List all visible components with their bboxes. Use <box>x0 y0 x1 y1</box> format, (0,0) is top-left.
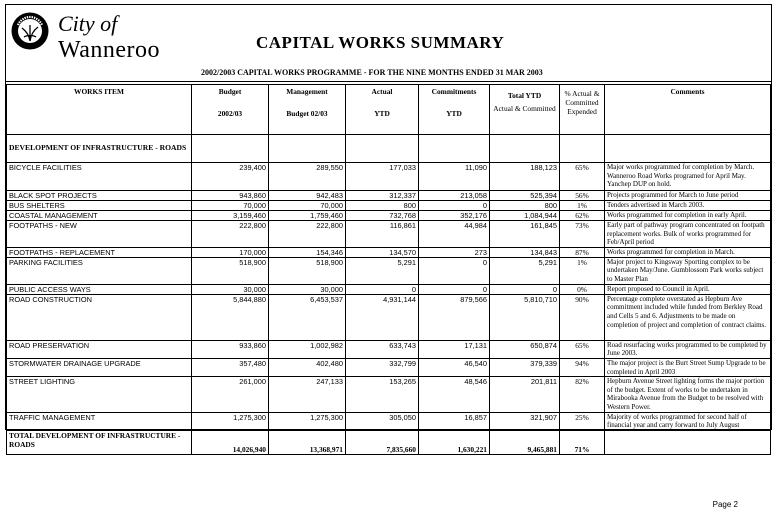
works-item-cell: FOOTPATHS - REPLACEMENT <box>7 247 192 257</box>
table-row <box>7 257 771 284</box>
percent-expended-cell: 0% <box>560 284 605 294</box>
budget-cell: 943,860 <box>192 191 269 201</box>
table-row <box>7 247 771 257</box>
works-item-cell: PUBLIC ACCESS WAYS <box>7 284 192 294</box>
table-row <box>7 163 771 191</box>
management-budget-cell: 289,550 <box>269 163 346 191</box>
comment-cell: Road resurfacing works programmed to be completed by June 2003. <box>605 340 771 358</box>
col-actual <box>346 85 419 135</box>
total-actual: 7,835,660 <box>346 430 419 454</box>
commitments-cell: 352,176 <box>419 211 490 221</box>
summary-frame <box>5 4 772 454</box>
col-total-sub: Actual & Committed <box>493 104 556 113</box>
actual-ytd-cell: 633,743 <box>346 340 419 358</box>
commitments-cell: 0 <box>419 284 490 294</box>
budget-cell: 170,000 <box>192 247 269 257</box>
comment-cell: Majority of works programmed for second half of financial year and carry forward to July August <box>605 412 771 430</box>
page-number: Page 2 <box>712 500 738 509</box>
commitments-cell: 46,540 <box>419 358 490 376</box>
total-budget: 14,026,940 <box>192 430 269 454</box>
commitments-cell: 48,546 <box>419 377 490 412</box>
management-budget-cell: 942,483 <box>269 191 346 201</box>
total-comment <box>605 430 771 454</box>
management-budget-cell: 518,900 <box>269 257 346 284</box>
management-budget-cell: 1,759,460 <box>269 211 346 221</box>
total-ytd-cell: 5,291 <box>490 257 560 284</box>
commitments-cell: 0 <box>419 257 490 284</box>
percent-expended-cell: 1% <box>560 201 605 211</box>
logo-city-text: City of <box>58 11 118 36</box>
comment-cell: Major project to Kingsway Sporting complex to be undertaken May/June. Gumblossom Park works subject to Master Plan <box>605 257 771 284</box>
section-row <box>7 135 771 163</box>
management-budget-cell: 6,453,537 <box>269 294 346 340</box>
budget-cell: 222,800 <box>192 221 269 248</box>
actual-ytd-cell: 4,931,144 <box>346 294 419 340</box>
col-budget-label: Budget <box>218 87 242 96</box>
col-budget <box>192 85 269 135</box>
works-item-cell: BUS SHELTERS <box>7 201 192 211</box>
total-ytd: 9,465,881 <box>490 430 560 454</box>
section-heading: DEVELOPMENT OF INFRASTRUCTURE - ROADS <box>7 135 192 163</box>
works-item-cell: BLACK SPOT PROJECTS <box>7 191 192 201</box>
total-ytd-cell: 188,123 <box>490 163 560 191</box>
actual-ytd-cell: 312,337 <box>346 191 419 201</box>
actual-ytd-cell: 732,768 <box>346 211 419 221</box>
col-actual-sub: YTD <box>374 109 390 118</box>
actual-ytd-cell: 177,033 <box>346 163 419 191</box>
actual-ytd-cell: 305,050 <box>346 412 419 430</box>
total-commitments: 1,630,221 <box>419 430 490 454</box>
works-item-cell: ROAD CONSTRUCTION <box>7 294 192 340</box>
table-row <box>7 377 771 412</box>
total-ytd-cell: 379,339 <box>490 358 560 376</box>
col-works-item <box>7 85 192 135</box>
percent-expended-cell: 65% <box>560 163 605 191</box>
comment-cell: Tenders advertised in March 2003. <box>605 201 771 211</box>
table-row <box>7 211 771 221</box>
budget-cell: 933,860 <box>192 340 269 358</box>
actual-ytd-cell: 5,291 <box>346 257 419 284</box>
comment-cell: Early part of pathway program concentrated on footpath replacement works. Bulk of works programmed for Feb/April period <box>605 221 771 248</box>
table-row <box>7 221 771 248</box>
total-percent: 71% <box>560 430 605 454</box>
percent-expended-cell: 73% <box>560 221 605 248</box>
city-seal-logo <box>10 11 50 51</box>
percent-expended-cell: 25% <box>560 412 605 430</box>
budget-cell: 1,275,300 <box>192 412 269 430</box>
works-item-cell: TRAFFIC MANAGEMENT <box>7 412 192 430</box>
total-ytd-cell: 800 <box>490 201 560 211</box>
percent-expended-cell: 82% <box>560 377 605 412</box>
works-item-cell: STREET LIGHTING <box>7 377 192 412</box>
commitments-cell: 213,058 <box>419 191 490 201</box>
percent-expended-cell: 62% <box>560 211 605 221</box>
commitments-cell: 0 <box>419 201 490 211</box>
col-management-sub: Budget 02/03 <box>286 109 328 118</box>
col-total-ytd <box>490 85 560 135</box>
table-row <box>7 358 771 376</box>
budget-cell: 239,400 <box>192 163 269 191</box>
col-actual-label: Actual <box>371 87 393 96</box>
budget-cell: 5,844,880 <box>192 294 269 340</box>
budget-cell: 518,900 <box>192 257 269 284</box>
col-budget-sub: 2002/03 <box>217 109 243 118</box>
table-row <box>7 201 771 211</box>
actual-ytd-cell: 0 <box>346 284 419 294</box>
budget-cell: 70,000 <box>192 201 269 211</box>
percent-expended-cell: 65% <box>560 340 605 358</box>
management-budget-cell: 154,346 <box>269 247 346 257</box>
percent-expended-cell: 94% <box>560 358 605 376</box>
table-row <box>7 284 771 294</box>
table-row <box>7 340 771 358</box>
total-ytd-cell: 201,811 <box>490 377 560 412</box>
col-percent <box>560 85 605 135</box>
comment-cell: Hepburn Avenue Street lighting forms the major portion of the budget. Extent of works to be undertaken in Mirabooka Avenue from the Budget to be resolved with Western Power. <box>605 377 771 412</box>
table-row <box>7 412 771 430</box>
management-budget-cell: 1,275,300 <box>269 412 346 430</box>
commitments-cell: 44,984 <box>419 221 490 248</box>
total-ytd-cell: 1,084,944 <box>490 211 560 221</box>
col-commitments-sub: YTD <box>446 109 462 118</box>
capital-works-table <box>6 84 771 455</box>
col-commitments-label: Commitments <box>431 87 477 96</box>
total-ytd-cell: 0 <box>490 284 560 294</box>
total-label: TOTAL DEVELOPMENT OF INFRASTRUCTURE - ROADS <box>7 430 192 454</box>
comment-cell: Major works programmed for completion by March. Wanneroo Road Works programed for April May. Yanchep DUP on hold. <box>605 163 771 191</box>
budget-cell: 3,159,460 <box>192 211 269 221</box>
page-subtitle: 2002/2003 CAPITAL WORKS PROGRAMME - FOR THE NINE MONTHS ENDED 31 MAR 2003 <box>201 68 543 77</box>
actual-ytd-cell: 134,570 <box>346 247 419 257</box>
commitments-cell: 16,857 <box>419 412 490 430</box>
total-ytd-cell: 650,874 <box>490 340 560 358</box>
comment-cell: Works programmed for completion in March. <box>605 247 771 257</box>
col-comments-label: Comments <box>670 87 705 96</box>
comment-cell: Works programmed for completion in early April. <box>605 211 771 221</box>
works-item-cell: BICYCLE FACILITIES <box>7 163 192 191</box>
col-percent-label: % Actual & Committed Expended <box>564 89 600 116</box>
works-item-cell: STORMWATER DRAINAGE UPGRADE <box>7 358 192 376</box>
budget-cell: 261,000 <box>192 377 269 412</box>
col-management <box>269 85 346 135</box>
percent-expended-cell: 56% <box>560 191 605 201</box>
logo-wanneroo-text: Wanneroo <box>58 37 161 63</box>
comment-cell: Projects programmed for March to June period <box>605 191 771 201</box>
col-comments <box>605 85 771 135</box>
management-budget-cell: 1,002,982 <box>269 340 346 358</box>
col-works-item-label: WORKS ITEM <box>74 87 124 96</box>
commitments-cell: 273 <box>419 247 490 257</box>
management-budget-cell: 402,480 <box>269 358 346 376</box>
total-row <box>7 430 771 454</box>
comment-cell: Percentage complete overstated as Hepburn Ave commitment included while funded from Berkley Road and Cells 5 and 6. Adjustments to be made on completion of project and completion of contract claims. <box>605 294 771 340</box>
total-ytd-cell: 5,810,710 <box>490 294 560 340</box>
table-row <box>7 294 771 340</box>
page-title: CAPITAL WORKS SUMMARY <box>256 33 505 52</box>
col-commitments <box>419 85 490 135</box>
total-ytd-cell: 321,907 <box>490 412 560 430</box>
table-header-row <box>7 85 771 135</box>
budget-cell: 30,000 <box>192 284 269 294</box>
total-ytd-cell: 161,845 <box>490 221 560 248</box>
actual-ytd-cell: 116,861 <box>346 221 419 248</box>
management-budget-cell: 247,133 <box>269 377 346 412</box>
percent-expended-cell: 87% <box>560 247 605 257</box>
col-management-label: Management <box>286 87 328 96</box>
management-budget-cell: 70,000 <box>269 201 346 211</box>
percent-expended-cell: 90% <box>560 294 605 340</box>
total-ytd-cell: 134,843 <box>490 247 560 257</box>
works-item-cell: PARKING FACILITIES <box>7 257 192 284</box>
percent-expended-cell: 1% <box>560 257 605 284</box>
commitments-cell: 17,131 <box>419 340 490 358</box>
works-item-cell: ROAD PRESERVATION <box>7 340 192 358</box>
actual-ytd-cell: 332,799 <box>346 358 419 376</box>
works-item-cell: FOOTPATHS - NEW <box>7 221 192 248</box>
table-row <box>7 191 771 201</box>
actual-ytd-cell: 800 <box>346 201 419 211</box>
management-budget-cell: 30,000 <box>269 284 346 294</box>
budget-cell: 357,480 <box>192 358 269 376</box>
actual-ytd-cell: 153,265 <box>346 377 419 412</box>
commitments-cell: 879,566 <box>419 294 490 340</box>
comment-cell: The major project is the Burt Street Sump Upgrade to be completed in April 2003 <box>605 358 771 376</box>
total-ytd-cell: 525,394 <box>490 191 560 201</box>
total-management-budget: 13,368,971 <box>269 430 346 454</box>
report-header <box>6 5 771 82</box>
management-budget-cell: 222,800 <box>269 221 346 248</box>
comment-cell: Report proposed to Council in April. <box>605 284 771 294</box>
col-total-label: Total YTD <box>507 91 542 100</box>
works-item-cell: COASTAL MANAGEMENT <box>7 211 192 221</box>
commitments-cell: 11,090 <box>419 163 490 191</box>
